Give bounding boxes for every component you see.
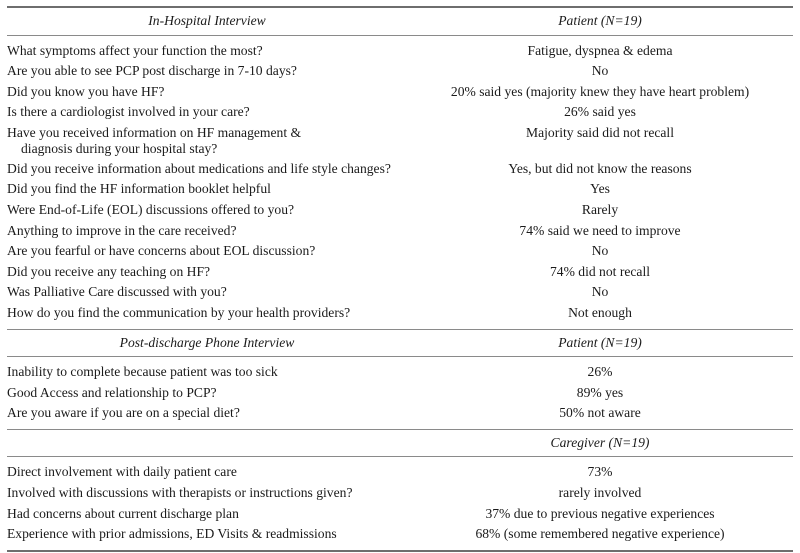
question: Have you received information on HF management & <box>7 124 302 140</box>
table-row <box>7 282 793 303</box>
table-row <box>7 82 793 103</box>
answer: Yes, but did not know the reasons <box>508 160 692 176</box>
question: Was Palliative Care discussed with you? <box>7 284 227 300</box>
table-row <box>7 123 793 159</box>
answer: Fatigue, dyspnea & edema <box>527 42 673 58</box>
answer: No <box>591 243 609 259</box>
question: Did you find the HF information booklet helpful <box>7 181 271 197</box>
answer: Not enough <box>568 305 632 321</box>
question-continued: diagnosis during your hospital stay? <box>21 140 218 156</box>
table-row <box>7 462 793 483</box>
table-row <box>7 483 793 504</box>
table-row <box>7 102 793 123</box>
answer: 74% did not recall <box>549 263 651 279</box>
question: Did you receive any teaching on HF? <box>7 263 211 279</box>
section-header-caregiver <box>7 430 793 457</box>
header-left <box>7 430 407 457</box>
table-row <box>7 383 793 404</box>
section-header-post-discharge <box>7 330 793 357</box>
table-row <box>7 403 793 424</box>
header-left: Post-discharge Phone Interview <box>119 334 295 350</box>
answer: Rarely <box>581 202 619 218</box>
table-row <box>7 179 793 200</box>
answer: 68% (some remembered negative experience) <box>475 526 725 542</box>
answer: 26% <box>587 364 613 380</box>
header-left: In-Hospital Interview <box>148 13 266 28</box>
answer: Yes <box>590 181 610 197</box>
table-row <box>7 303 793 324</box>
question: Did you know you have HF? <box>7 83 165 99</box>
answer: No <box>591 63 609 79</box>
answer: No <box>591 284 609 300</box>
question: Is there a cardiologist involved in your care? <box>7 104 250 120</box>
question: Direct involvement with daily patient care <box>7 464 237 480</box>
table-bottom-rule <box>7 550 793 552</box>
question: How do you find the communication by your health providers? <box>7 305 351 321</box>
question: Are you able to see PCP post discharge in 7-10 days? <box>7 63 297 79</box>
table-row <box>7 221 793 242</box>
answer: 89% yes <box>576 384 624 400</box>
question: Involved with discussions with therapists or instructions given? <box>7 485 353 500</box>
table-row <box>7 41 793 62</box>
table-row <box>7 159 793 180</box>
question: Experience with prior admissions, ED Visits & readmissions <box>7 526 337 542</box>
answer: 74% said we need to improve <box>519 222 681 238</box>
header-right: Patient (N=19) <box>558 334 642 350</box>
answer: 73% <box>587 464 613 480</box>
question: Inability to complete because patient was too sick <box>7 364 278 380</box>
question: What symptoms affect your function the most? <box>7 42 263 58</box>
section-header-in-hospital <box>7 8 793 35</box>
table-row <box>7 200 793 221</box>
answer: 26% said yes <box>564 104 636 120</box>
answer: 20% said yes (majority knew they have heart problem) <box>450 83 750 99</box>
question: Did you receive information about medications and life style changes? <box>7 160 391 176</box>
question: Are you fearful or have concerns about EOL discussion? <box>7 243 316 259</box>
table-row <box>7 241 793 262</box>
question: Were End-of-Life (EOL) discussions offered to you? <box>7 202 295 218</box>
table-row <box>7 524 793 545</box>
answer: rarely involved <box>558 485 642 500</box>
answer: Majority said did not recall <box>526 124 674 140</box>
survey-table <box>7 6 793 552</box>
question: Good Access and relationship to PCP? <box>7 384 217 400</box>
answer: 50% not aware <box>559 405 641 421</box>
question: Had concerns about current discharge plan <box>7 505 239 521</box>
header-right: Patient (N=19) <box>558 13 642 28</box>
table-row <box>7 61 793 82</box>
question: Are you aware if you are on a special diet? <box>7 405 240 421</box>
answer: 37% due to previous negative experiences <box>485 505 715 521</box>
table-row <box>7 504 793 525</box>
table-row <box>7 362 793 383</box>
table-row <box>7 262 793 283</box>
question: Anything to improve in the care received? <box>7 222 237 238</box>
header-right: Caregiver (N=19) <box>550 434 650 450</box>
